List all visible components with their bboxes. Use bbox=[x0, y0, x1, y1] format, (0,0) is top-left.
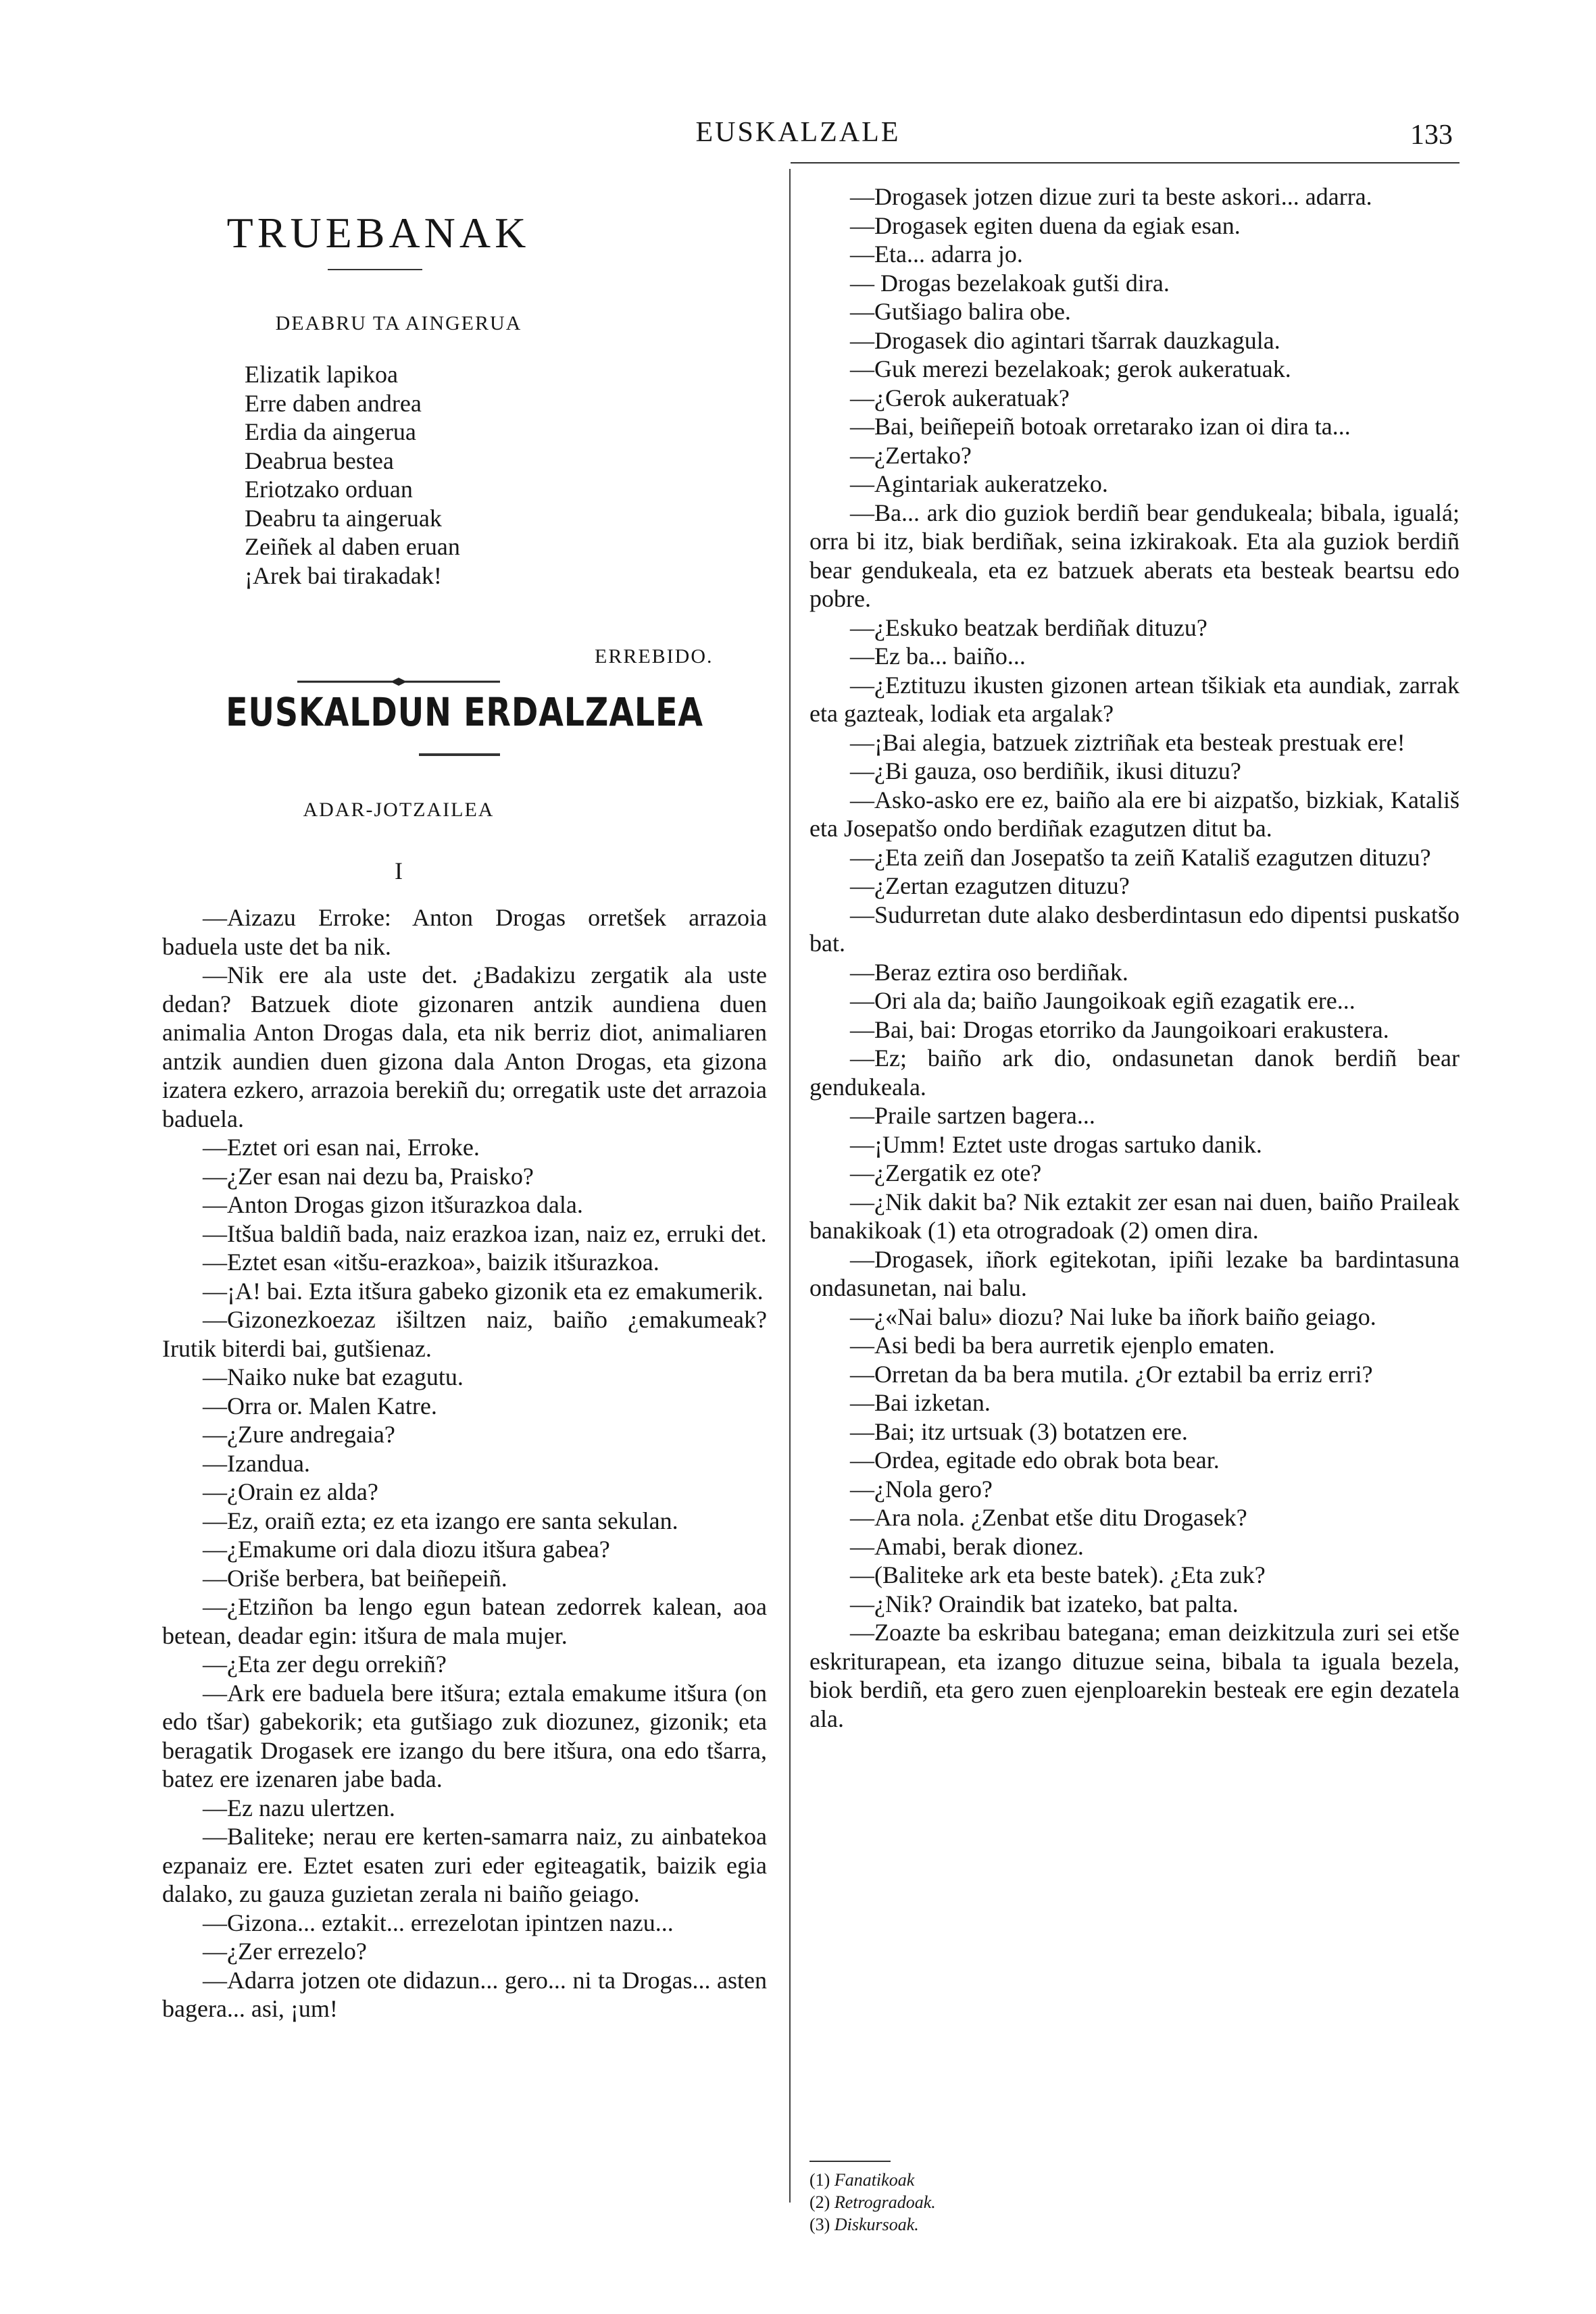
paragraph: —Drogasek jotzen dizue zuri ta beste askori... adarra. bbox=[850, 183, 1372, 210]
header-rule bbox=[791, 162, 1460, 164]
paragraph: —Bai, bai: Drogas etorriko da Jaungoikoari erakustera. bbox=[850, 1015, 1389, 1043]
paragraph: —Baliteke; nerau ere kerten-samarra naiz, zu ainbatekoa ezpanaiz ere. Eztet esaten zuri eder egiteagatik, baizik egia dalako, zu gauza guzietan zerala ni baiño geiago. bbox=[162, 1823, 767, 1907]
paragraph: —Gizonezkoezaz išiltzen naiz, baiño ¿emakumeak? Irutik biterdi bai, gutšienaz. bbox=[162, 1306, 767, 1362]
paragraph: —Ez nazu ulertzen. bbox=[203, 1794, 395, 1821]
paragraph: —¡Bai alegia, batzuek ziztriñak eta besteak prestuak ere! bbox=[850, 728, 1405, 756]
paragraph: —¿«Nai balu» diozu? Nai luke ba iñork baiño geiago. bbox=[850, 1303, 1376, 1330]
paragraph: —Asko-asko ere ez, baiño ala ere bi aizpatšo, bizkiak, Katališ eta Josepatšo ondo berdiñak ezagutzen ditut ba. bbox=[809, 786, 1460, 842]
paragraph: —¿Zergatik ez ote? bbox=[850, 1159, 1042, 1186]
paragraph: —Ba... ark dio guziok berdiñ bear gendukeala; bibala, igualá; orra bi itz, biak berdiñak, seina izkirakoak. Eta ala guziok berdiñ bear gendukeala, eta ez batzuek aberats eta besteak beartsu edo pobre. bbox=[809, 499, 1460, 612]
paragraph: —Drogasek egiten duena da egiak esan. bbox=[850, 211, 1241, 239]
paragraph: —Agintariak aukeratzeko. bbox=[850, 470, 1108, 497]
paragraph: —Oriše berbera, bat beiñepeiñ. bbox=[203, 1564, 507, 1592]
paragraph: —Praile sartzen bagera... bbox=[850, 1102, 1095, 1129]
section-number: I bbox=[395, 857, 403, 884]
paragraph: —¿Etziñon ba lengo egun batean zedorrek kalean, aoa betean, deadar egin: itšura de mala mujer. bbox=[162, 1593, 767, 1649]
paragraph: —¿Zer esan nai dezu ba, Praisko? bbox=[203, 1162, 534, 1190]
paragraph: —Ark ere baduela bere itšura; eztala emakume itšura (on edo tšar) gabekorik; eta gutšiago zuk diozunez, gizonik; eta beragatik Drogasek ere izango du bere itšura, ona edo tšarra, batez ere izenaren jabe bada. bbox=[162, 1679, 767, 1792]
title-rule bbox=[328, 269, 422, 270]
footnotes bbox=[809, 2169, 936, 2236]
paragraph: —¿Eta zeiñ dan Josepatšo ta zeiñ Katališ ezagutzen dituzu? bbox=[850, 843, 1431, 871]
article-title-truebanak: TRUEBANAK bbox=[226, 209, 530, 257]
paragraph: —¿Zertako? bbox=[850, 441, 972, 469]
column-divider bbox=[789, 169, 791, 2203]
paragraph: —¿Eta zer degu orrekiñ? bbox=[203, 1651, 447, 1678]
paragraph: —¿Orain ez alda? bbox=[203, 1478, 378, 1505]
poem-line: Zeiñek al daben eruan bbox=[245, 533, 460, 560]
paragraph: —Adarra jotzen ote didazun... gero... ni ta Drogas... asten bagera... asi, ¡um! bbox=[162, 1966, 767, 2022]
paragraph: —¿Nik? Oraindik bat izateko, bat palta. bbox=[850, 1590, 1239, 1617]
footnotes-rule bbox=[809, 2161, 891, 2162]
paragraph: —(Baliteke ark eta beste batek). ¿Eta zuk? bbox=[850, 1561, 1266, 1588]
paragraph: —¿Eztituzu ikusten gizonen artean tšikiak eta aundiak, zarrak eta gazteak, lodiak eta argalak? bbox=[809, 671, 1460, 727]
paragraph: —Eztet esan «itšu-erazkoa», baizik itšurazkoa. bbox=[203, 1249, 659, 1276]
paragraph: —¿Nola gero? bbox=[850, 1475, 993, 1503]
poem-line: Eriotzako orduan bbox=[245, 476, 413, 503]
paragraph: —Ori ala da; baiño Jaungoikoak egiñ ezagatik ere... bbox=[850, 987, 1355, 1014]
paragraph: —Eztet ori esan nai, Erroke. bbox=[203, 1134, 480, 1161]
paragraph: —Ez, oraiñ ezta; ez eta izango ere santa sekulan. bbox=[203, 1507, 678, 1534]
footnote bbox=[809, 2213, 936, 2236]
running-title: EUSKALZALE bbox=[695, 117, 901, 148]
paragraph: —¡Umm! Eztet uste drogas sartuko danik. bbox=[850, 1130, 1262, 1158]
paragraph: —Gizona... eztakit... errezelotan ipintzen nazu... bbox=[203, 1909, 674, 1936]
paragraph: —¿Eskuko beatzak berdiñak dituzu? bbox=[850, 613, 1207, 641]
article-title-euskaldun-erdalzalea: EUSKALDUN ERDALZALEA bbox=[226, 689, 703, 735]
poem-signature: ERREBIDO. bbox=[595, 645, 714, 668]
right-body-text bbox=[809, 182, 1460, 1733]
poem-line: Deabrua bestea bbox=[245, 447, 394, 474]
paragraph: —Drogasek dio agintari tšarrak dauzkagula. bbox=[850, 326, 1280, 354]
title-rule-2 bbox=[419, 753, 500, 756]
paragraph: —Naiko nuke bat ezagutu. bbox=[203, 1363, 464, 1390]
paragraph: —Bai izketan. bbox=[850, 1389, 991, 1416]
ornament-divider bbox=[297, 678, 500, 686]
paragraph: — Drogas bezelakoak gutši dira. bbox=[850, 269, 1170, 297]
paragraph: —Gutšiago balira obe. bbox=[850, 298, 1071, 325]
paragraph: —¿Gerok aukeratuak? bbox=[850, 384, 1070, 411]
paragraph: —¿Bi gauza, oso berdiñik, ikusi dituzu? bbox=[850, 757, 1241, 784]
paragraph: —Izandua. bbox=[203, 1449, 310, 1477]
paragraph: —Bai, beiñepeiñ botoak orretarako izan oi dira ta... bbox=[850, 413, 1351, 440]
paragraph: —Beraz eztira oso berdiñak. bbox=[850, 958, 1128, 986]
paragraph: —Anton Drogas gizon itšurazkoa dala. bbox=[203, 1191, 583, 1218]
paragraph: —Ara nola. ¿Zenbat etše ditu Drogasek? bbox=[850, 1504, 1247, 1531]
footnote-text: Fanatikoak bbox=[834, 2170, 915, 2190]
paragraph: —¿Nik dakit ba? Nik eztakit zer esan nai duen, baiño Praileak banakikoak (1) eta otrogradoak (2) omen dira. bbox=[809, 1188, 1460, 1244]
left-body-text bbox=[162, 903, 767, 2023]
paragraph: —Eta... adarra jo. bbox=[850, 241, 1023, 268]
paragraph: —¿Emakume ori dala diozu itšura gabea? bbox=[203, 1536, 610, 1563]
paragraph: —Sudurretan dute alako desberdintasun edo dipentsi puskatšo bat. bbox=[809, 901, 1460, 957]
paragraph: —¿Zertan ezagutzen dituzu? bbox=[850, 872, 1130, 899]
poem-line: Deabru ta aingeruak bbox=[245, 504, 442, 532]
poem-line: Elizatik lapikoa bbox=[245, 361, 398, 388]
paragraph: —Ez; baiño ark dio, ondasunetan danok berdiñ bear gendukeala. bbox=[809, 1045, 1460, 1101]
page-number: 133 bbox=[1410, 120, 1453, 151]
footnote bbox=[809, 2191, 936, 2213]
poem-line: Erre daben andrea bbox=[245, 389, 422, 417]
paragraph: —Asi bedi ba bera aurretik ejenplo ematen. bbox=[850, 1332, 1275, 1359]
paragraph: —Aizazu Erroke: Anton Drogas orretšek arrazoia baduela uste det ba nik. bbox=[162, 904, 767, 960]
footnote-number: (1) bbox=[809, 2170, 834, 2190]
paragraph: —Guk merezi bezelakoak; gerok aukeratuak. bbox=[850, 355, 1291, 382]
paragraph: —Drogasek, iñork egitekotan, ipiñi lezake ba bardintasuna ondasunetan, nai balu. bbox=[809, 1245, 1460, 1301]
paragraph: —Orretan da ba bera mutila. ¿Or eztabil ba erriz erri? bbox=[850, 1360, 1373, 1388]
poem bbox=[245, 360, 460, 590]
article-subtitle: ADAR-JOTZAILEA bbox=[303, 799, 495, 821]
paragraph: —Nik ere ala uste det. ¿Badakizu zergatik ala uste dedan? Batzuek diote gizonaren antzik aundiena duen animalia Anton Drogas dala, eta nik berriz diot, animaliaren antzik aundien duen gizona dala Anton Drogas, eta gizona izatera ezkero, arrazoia berekiñ du; orregatik uste det arrazoia baduela. bbox=[162, 961, 767, 1132]
paragraph: —Ez ba... baiño... bbox=[850, 643, 1026, 670]
paragraph: —Amabi, berak dionez. bbox=[850, 1532, 1084, 1560]
paragraph: —¿Zer errezelo? bbox=[203, 1938, 367, 1965]
paragraph: —¿Zure andregaia? bbox=[203, 1421, 395, 1448]
footnote-number: (3) bbox=[809, 2215, 834, 2234]
footnote-text: Retrogradoak. bbox=[834, 2192, 936, 2212]
footnote-text: Diskursoak. bbox=[834, 2215, 919, 2234]
paragraph: —¡A! bai. Ezta itšura gabeko gizonik eta ez emakumerik. bbox=[203, 1277, 764, 1305]
paragraph: —Bai; itz urtsuak (3) botatzen ere. bbox=[850, 1417, 1188, 1445]
poem-line: ¡Arek bai tirakadak! bbox=[245, 561, 442, 589]
paragraph: —Orra or. Malen Katre. bbox=[203, 1392, 437, 1419]
poem-subtitle: DEABRU TA AINGERUA bbox=[275, 312, 522, 334]
footnote-number: (2) bbox=[809, 2192, 834, 2212]
paragraph: —Itšua baldiñ bada, naiz erazkoa izan, naiz ez, erruki det. bbox=[203, 1219, 767, 1247]
paragraph: —Ordea, egitade edo obrak bota bear. bbox=[850, 1447, 1220, 1474]
footnote bbox=[809, 2169, 936, 2191]
paragraph: —Zoazte ba eskribau bategana; eman deizkitzula zuri sei etše eskriturapean, eta izango dituzue seina, bibala ta iguala bezela, biok berdiñ, eta gero zuen ejenploarekin besteak ere egin dezatela ala. bbox=[809, 1619, 1460, 1732]
poem-line: Erdia da aingerua bbox=[245, 418, 416, 445]
